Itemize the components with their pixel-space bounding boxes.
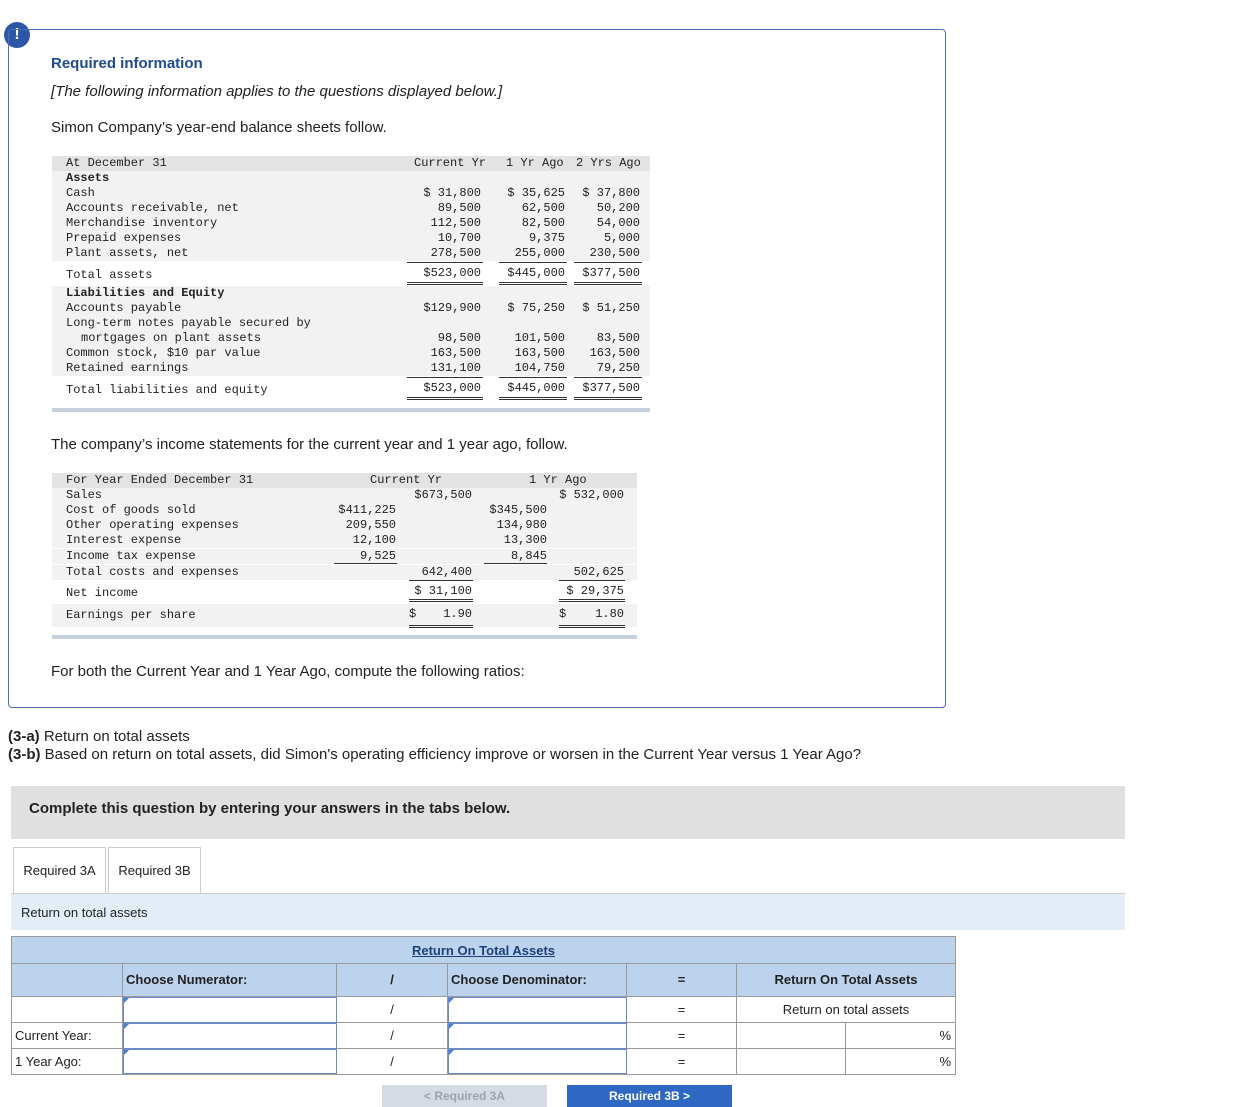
denominator-select-label[interactable]	[448, 997, 627, 1023]
is-row-current-total: 642,400	[421, 565, 472, 579]
section-subheader	[11, 894, 1125, 930]
table-row	[52, 186, 650, 201]
bs-row-label: Merchandise inventory	[66, 216, 218, 230]
bs-liab-heading	[52, 286, 650, 301]
question-3b-tag: (3-b)	[8, 746, 41, 763]
bs-total-le-1yr: $445,000	[507, 381, 565, 395]
slash-cell	[337, 1049, 448, 1074]
is-row-1yr: $345,500	[489, 503, 547, 517]
bs-row-current: $ 31,800	[423, 186, 481, 200]
equals-cell	[627, 997, 737, 1023]
bs-row-1yr: $ 35,625	[507, 186, 565, 200]
is-row-label: Total costs and expenses	[66, 565, 239, 579]
bs-row-2yr: 83,500	[596, 331, 640, 345]
slash-text: /	[390, 1028, 394, 1043]
ratios-intro: For both the Current Year and 1 Year Ago, compute the following ratios:	[51, 663, 525, 680]
is-net-income-label: Net income	[66, 586, 139, 600]
grid-row-blank	[12, 997, 123, 1023]
is-header-row	[52, 473, 637, 488]
equals-text: =	[677, 1002, 686, 1017]
bs-row-current: 89,500	[437, 201, 481, 215]
result-input-current[interactable]	[737, 1023, 846, 1049]
question-3a-text: Return on total assets	[39, 728, 190, 745]
bs-header-label: At December 31	[66, 156, 167, 170]
instructions-text: Complete this question by entering your answers in the tabs below.	[29, 800, 511, 817]
question-3b	[8, 746, 861, 763]
bs-row-2yr: $ 37,800	[582, 186, 640, 200]
bs-row-label: Long-term notes payable secured by	[66, 316, 311, 330]
bs-row-1yr: 163,500	[514, 346, 565, 360]
is-eps-current: 1.90	[443, 607, 472, 621]
bs-header-2yr: 2 Yrs Ago	[576, 156, 641, 170]
table-row	[52, 231, 650, 246]
table-row	[52, 216, 650, 231]
grid-header-blank	[12, 964, 123, 997]
numerator-select-current[interactable]	[123, 1023, 337, 1049]
bs-assets-heading	[52, 171, 650, 186]
row-label-current-year	[12, 1023, 123, 1049]
bs-row-label: Common stock, $10 par value	[66, 346, 261, 360]
is-eps-current-dollar: $	[409, 607, 417, 621]
row-label-current-year-text: Current Year:	[15, 1028, 92, 1043]
equals-header	[627, 964, 737, 997]
bs-row-label: Accounts receivable, net	[66, 201, 239, 215]
equals-header-text: =	[677, 972, 686, 987]
tab-required-3b[interactable]: Required 3B	[108, 847, 201, 893]
row-label-1-year-ago-text: 1 Year Ago:	[15, 1054, 82, 1069]
is-row-current: $411,225	[338, 503, 396, 517]
denominator-header	[448, 964, 627, 997]
bs-row-1yr: 104,750	[514, 361, 565, 375]
is-header-label: For Year Ended December 31	[66, 473, 254, 487]
is-net-income-current: $ 31,100	[414, 584, 472, 598]
result-input-ago[interactable]	[737, 1049, 846, 1074]
bs-row-label: Accounts payable	[66, 301, 182, 315]
table-row	[52, 549, 637, 564]
result-header	[737, 964, 955, 997]
bs-row-2yr: 54,000	[596, 216, 640, 230]
bs-row-1yr: 62,500	[521, 201, 565, 215]
is-row-current: 209,550	[345, 518, 396, 532]
bs-row-label: Cash	[66, 186, 95, 200]
alert-icon: !	[4, 22, 30, 48]
is-row-1yr: 134,980	[496, 518, 547, 532]
is-header-1yr: 1 Yr Ago	[529, 473, 587, 487]
table-row	[52, 316, 650, 331]
table-row	[52, 488, 637, 503]
bs-row-1yr: 255,000	[514, 246, 565, 260]
is-row-label: Income tax expense	[66, 549, 196, 563]
answer-grid	[11, 936, 956, 1075]
balance-sheet-table	[52, 156, 650, 412]
result-subheader-text: Return on total assets	[782, 1002, 910, 1017]
income-statement-intro: The company’s income statements for the current year and 1 year ago, follow.	[51, 436, 568, 453]
bs-row-current: 163,500	[430, 346, 481, 360]
is-row-label: Other operating expenses	[66, 518, 239, 532]
is-eps-1yr: 1.80	[595, 607, 624, 621]
denominator-select-current[interactable]	[448, 1023, 627, 1049]
tab-required-3a[interactable]: Required 3A	[13, 847, 106, 893]
is-eps-1yr-dollar: $	[559, 607, 567, 621]
table-row	[52, 246, 650, 261]
bs-total-le-current: $523,000	[423, 381, 481, 395]
bs-row-current: 98,500	[437, 331, 481, 345]
bs-total-le-label: Total liabilities and equity	[66, 383, 268, 397]
prev-tab-button[interactable]: < Required 3A	[382, 1085, 547, 1107]
bs-total-le-2yr: $377,500	[582, 381, 640, 395]
percent-cell	[846, 1049, 955, 1074]
equals-text: =	[677, 1054, 686, 1069]
bs-row-2yr: 163,500	[589, 346, 640, 360]
grid-title: Return On Total Assets	[411, 943, 556, 958]
slash-cell	[337, 1023, 448, 1049]
table-row	[52, 565, 637, 580]
bs-row-2yr: 79,250	[596, 361, 640, 375]
is-row-current-total: $673,500	[414, 488, 472, 502]
is-net-income-row	[52, 583, 637, 603]
required-information-title: Required information	[51, 55, 203, 72]
next-tab-button[interactable]: Required 3B >	[567, 1085, 732, 1107]
percent-cell	[846, 1023, 955, 1049]
slash-header	[337, 964, 448, 997]
equals-cell	[627, 1023, 737, 1049]
table-row	[52, 301, 650, 316]
denominator-select-ago[interactable]	[448, 1049, 627, 1074]
numerator-header	[123, 964, 337, 997]
table-row	[52, 361, 650, 376]
equals-cell	[627, 1049, 737, 1074]
numerator-select-ago[interactable]	[123, 1049, 337, 1074]
is-row-1yr-total: $ 532,000	[559, 488, 624, 502]
result-header-text: Return On Total Assets	[774, 972, 918, 987]
question-3b-text: Based on return on total assets, did Simon's operating efficiency improve or worsen in the Current Year versus 1 Year Ago?	[40, 746, 862, 763]
is-header-current: Current Yr	[370, 473, 443, 487]
is-row-current: 12,100	[352, 533, 396, 547]
bs-row-2yr: $ 51,250	[582, 301, 640, 315]
percent-text: %	[939, 1028, 951, 1043]
bs-row-2yr: 50,200	[596, 201, 640, 215]
is-eps-label: Earnings per share	[66, 608, 196, 622]
numerator-header-text: Choose Numerator:	[126, 972, 248, 987]
is-row-1yr-total: 502,625	[573, 565, 624, 579]
slash-cell	[337, 997, 448, 1023]
slash-text: /	[390, 1054, 394, 1069]
result-subheader	[737, 997, 955, 1023]
slash-text: /	[390, 1002, 394, 1017]
bs-row-current: $129,900	[423, 301, 481, 315]
table-row	[52, 346, 650, 361]
is-row-1yr: 13,300	[503, 533, 547, 547]
bs-row-1yr: 82,500	[521, 216, 565, 230]
table-row	[52, 503, 637, 518]
bs-liab-heading-text: Liabilities and Equity	[66, 286, 225, 300]
required-information-note: [The following information applies to the questions displayed below.]	[51, 83, 503, 100]
numerator-select-label[interactable]	[123, 997, 337, 1023]
bs-row-current: 131,100	[430, 361, 481, 375]
balance-sheet-intro: Simon Company’s year-end balance sheets follow.	[51, 119, 387, 136]
bs-assets-heading-text: Assets	[66, 171, 110, 185]
bs-row-label: Prepaid expenses	[66, 231, 182, 245]
question-3a	[8, 728, 190, 745]
is-row-1yr: 8,845	[510, 549, 547, 563]
instructions-banner	[11, 786, 1125, 839]
equals-text: =	[677, 1028, 686, 1043]
bs-row-2yr: 230,500	[589, 246, 640, 260]
denominator-header-text: Choose Denominator:	[451, 972, 587, 987]
bs-total-assets-2yr: $377,500	[582, 266, 640, 280]
is-eps-row	[52, 604, 637, 627]
table-row	[52, 533, 637, 548]
bs-header-1yr: 1 Yr Ago	[506, 156, 564, 170]
is-row-current: 9,525	[359, 549, 396, 563]
bs-row-1yr: $ 75,250	[507, 301, 565, 315]
bs-row-2yr: 5,000	[603, 231, 640, 245]
question-3a-tag: (3-a)	[8, 728, 40, 745]
percent-text: %	[939, 1054, 951, 1069]
bs-row-label: Retained earnings	[66, 361, 189, 375]
row-label-1-year-ago	[12, 1049, 123, 1074]
is-row-label: Cost of goods sold	[66, 503, 196, 517]
bs-row-1yr: 101,500	[514, 331, 565, 345]
is-net-income-1yr: $ 29,375	[566, 584, 624, 598]
section-subheader-text: Return on total assets	[21, 905, 148, 920]
slash-header-text: /	[390, 972, 394, 987]
bs-row-current: 10,700	[437, 231, 481, 245]
bs-row-1yr: 9,375	[528, 231, 565, 245]
bs-row-label: mortgages on plant assets	[81, 331, 262, 345]
table-row	[52, 331, 650, 346]
bs-header-row	[52, 156, 650, 171]
is-row-label: Interest expense	[66, 533, 182, 547]
table-row	[52, 518, 637, 533]
bs-row-label: Plant assets, net	[66, 246, 189, 260]
grid-title-bar	[12, 937, 955, 964]
bs-row-current: 278,500	[430, 246, 481, 260]
table-row	[52, 201, 650, 216]
bs-header-current: Current Yr	[414, 156, 487, 170]
is-row-label: Sales	[66, 488, 103, 502]
bs-total-assets-1yr: $445,000	[507, 266, 565, 280]
bs-total-assets-current: $523,000	[423, 266, 481, 280]
bs-total-assets-label: Total assets	[66, 268, 153, 282]
income-statement-table	[52, 473, 637, 641]
bs-row-current: 112,500	[430, 216, 481, 230]
